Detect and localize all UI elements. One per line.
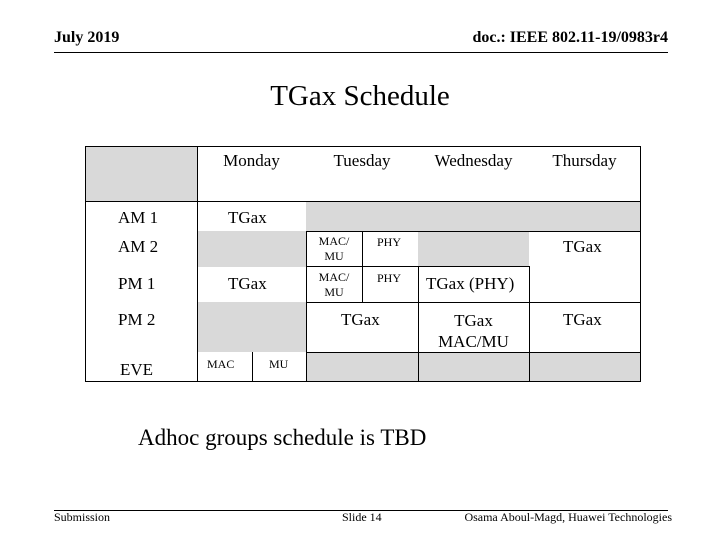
grid-line [306, 231, 307, 382]
header-doc-id: doc.: IEEE 802.11-19/0983r4 [472, 29, 668, 46]
day-header-thursday: Thursday [552, 151, 617, 170]
footer-author: Osama Aboul-Magd, Huawei Technologies [464, 510, 672, 524]
grid-line [85, 146, 640, 147]
cell-mon-am1-text: TGax [228, 208, 267, 227]
cell-wed-pm1-text: TGax (PHY) [426, 274, 515, 293]
footer-left: Submission [54, 510, 111, 524]
cell-tue-pm1-mac-text: MAC/ MU [318, 270, 350, 299]
row-label-pm2: PM 2 [118, 310, 156, 329]
grid-line [418, 266, 529, 267]
cell-mon-eve-mac-text: MAC [207, 357, 235, 371]
cell-thu-am1 [529, 202, 640, 231]
cell-mon-pm1-text: TGax [228, 274, 267, 293]
row-label-pm1: PM 1 [118, 274, 156, 293]
footer-slide-number: Slide 14 [342, 510, 382, 524]
cell-wed-pm2-text: TGax MAC/MU [438, 311, 509, 351]
day-header-tuesday: Tuesday [333, 151, 391, 170]
grid-line [85, 146, 86, 382]
cell-tue-pm1-phy-text: PHY [377, 271, 402, 285]
grid-line [529, 266, 530, 382]
cell-mon-am2 [197, 231, 306, 267]
cell-thu-pm2-text: TGax [563, 310, 602, 329]
grid-line [197, 146, 198, 382]
grid-line [306, 302, 640, 303]
header-date: July 2019 [54, 29, 120, 46]
schedule-note: Adhoc groups schedule is TBD [138, 425, 427, 450]
cell-wed-am1 [418, 202, 529, 231]
grid-line [252, 352, 253, 382]
cell-tue-pm2-text: TGax [341, 310, 380, 329]
cell-tue-am1 [306, 202, 418, 231]
grid-line [85, 201, 640, 202]
row-label-am1: AM 1 [118, 208, 159, 227]
row-label-eve: EVE [120, 360, 154, 379]
cell-mon-pm2 [197, 302, 306, 352]
cell-tue-am2-mac-text: MAC/ MU [318, 234, 350, 263]
cell-wed-am2 [418, 231, 529, 267]
cell-tue-eve [306, 352, 418, 382]
row-label-am2: AM 2 [118, 237, 159, 256]
grid-line [85, 381, 640, 382]
grid-line [306, 231, 640, 232]
cell-corner [85, 146, 197, 202]
cell-tue-am2-phy-text: PHY [377, 235, 402, 249]
grid-line [640, 146, 641, 382]
grid-line [362, 231, 363, 302]
cell-thu-eve [529, 352, 640, 382]
cell-wed-eve [418, 352, 529, 382]
day-header-wednesday: Wednesday [434, 151, 513, 170]
cell-mon-eve-mu-text: MU [269, 357, 289, 371]
grid-line [306, 352, 418, 353]
slide-title: TGax Schedule [270, 80, 450, 112]
day-header-monday: Monday [223, 151, 280, 170]
cell-thu-am2-text: TGax [563, 237, 602, 256]
